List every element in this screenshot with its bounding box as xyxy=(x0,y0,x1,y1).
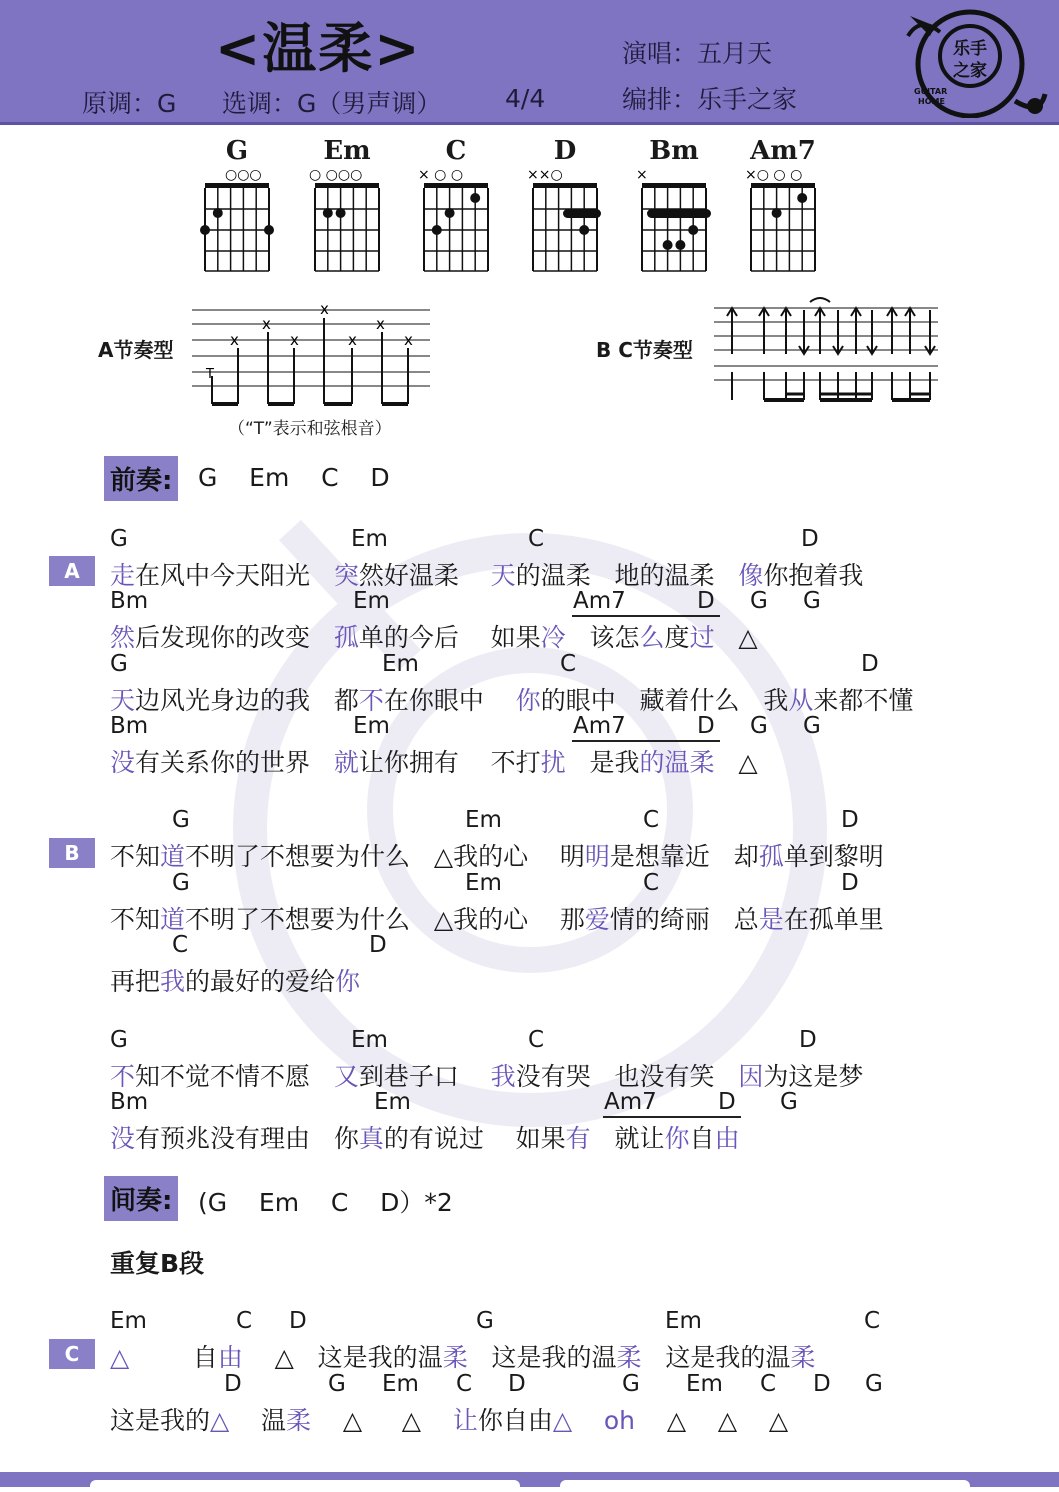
section-c-badge: C xyxy=(49,1339,95,1369)
chord-label: D xyxy=(289,1308,307,1334)
lyric-text: 来都不懂 xyxy=(813,686,914,715)
svg-text:x: x xyxy=(404,331,413,349)
lyric-text: 不知 xyxy=(110,842,161,871)
lyric-text: 有预兆没有理由 你 xyxy=(135,1124,359,1153)
underline-mark xyxy=(572,740,720,742)
intro-label: 前奏: xyxy=(104,456,178,501)
lyric-text: △ xyxy=(714,623,758,652)
chord-label: D xyxy=(697,713,715,739)
lyric-text: 后发现你的改变 xyxy=(135,623,334,652)
lyric-line xyxy=(110,1401,788,1433)
lyric-text: △ △ xyxy=(311,1406,453,1435)
chord-label: G xyxy=(172,807,190,833)
lyric-text: 在风中今天阳光 xyxy=(135,561,334,590)
chord-label: Em xyxy=(686,1371,723,1397)
lyric-text: 自 xyxy=(129,1343,218,1372)
lyric-text xyxy=(572,1406,604,1435)
rhythm-bc-label: B C节奏型 xyxy=(596,338,693,362)
chord-label: D xyxy=(841,870,859,896)
chord-label: Em xyxy=(351,526,388,552)
lyric-text: 有关系你的世界 xyxy=(135,748,334,777)
lyric-text: △ xyxy=(714,748,758,777)
chord-label: D xyxy=(718,1089,736,1115)
lyric-line xyxy=(110,1119,740,1151)
g-open-markers: ○○○ xyxy=(225,167,262,183)
underline-mark xyxy=(603,1116,741,1118)
rhythm-bc-pattern xyxy=(712,294,942,406)
chord-label: G xyxy=(172,870,190,896)
chord-label: G xyxy=(110,526,128,552)
lyric-highlight: 走 xyxy=(110,561,136,590)
lyric-highlight: 爱 xyxy=(584,905,610,934)
lyric-highlight: 过 xyxy=(689,623,715,652)
chord-label: G xyxy=(803,588,821,614)
chord-label: Em xyxy=(353,588,390,614)
lyric-highlight: 又 xyxy=(333,1062,359,1091)
chord-diagrams xyxy=(190,165,830,277)
chord-label: C xyxy=(236,1308,253,1334)
lyric-highlight: 柔 xyxy=(790,1343,816,1372)
lyric-line xyxy=(110,556,863,588)
chord-label: C xyxy=(172,932,189,958)
chord-label: G xyxy=(780,1089,798,1115)
chord-label: D xyxy=(224,1371,242,1397)
lyric-highlight: 柔 xyxy=(286,1406,312,1435)
svg-text:x: x xyxy=(320,300,329,318)
chord-label: G xyxy=(750,588,768,614)
chord-label: D xyxy=(369,932,387,958)
interlude-label: 间奏: xyxy=(104,1176,178,1221)
lyric-highlight: 像 xyxy=(738,561,764,590)
svg-text:○ ○○○: ○ ○○○ xyxy=(309,167,363,183)
lyric-text: 再把 xyxy=(110,967,161,996)
svg-text:GUITAR: GUITAR xyxy=(914,87,948,96)
lyric-text: 的有说过 如果 xyxy=(383,1124,566,1153)
svg-text:HOME: HOME xyxy=(918,97,945,106)
lyric-text: 就让 xyxy=(590,1124,665,1153)
chord-label: Am7 xyxy=(604,1089,657,1115)
lyric-line xyxy=(110,1057,863,1089)
chord-label: G xyxy=(110,1027,128,1053)
lyric-highlight: △ xyxy=(552,1406,573,1435)
root-note-caption: （“T”表示和弦根音） xyxy=(228,419,392,439)
chord-label: C xyxy=(864,1308,881,1334)
lyric-text: 这是我的 xyxy=(110,1406,211,1435)
chord-label: Bm xyxy=(110,1089,149,1115)
lyric-highlight: 道 xyxy=(160,842,186,871)
chord-label: Bm xyxy=(110,713,149,739)
svg-text:× ○ ○: × ○ ○ xyxy=(418,167,464,183)
lyric-text: 你自由 xyxy=(477,1406,553,1435)
lyric-highlight: 的温柔 xyxy=(639,748,715,777)
chord-label: Em xyxy=(110,1308,147,1334)
lyric-highlight: 从 xyxy=(788,686,814,715)
lyric-highlight: △ xyxy=(210,1406,230,1435)
lyric-highlight: 然 xyxy=(110,623,136,652)
chord-label: G xyxy=(110,651,128,677)
lyric-text: 你抱着我 xyxy=(763,561,864,590)
lyric-highlight: 孤 xyxy=(333,623,359,652)
lyric-highlight: 孤 xyxy=(758,842,784,871)
chord-label: Em xyxy=(465,807,502,833)
lyric-line xyxy=(110,1338,815,1370)
chord-label: C xyxy=(760,1371,777,1397)
chord-label: Em xyxy=(351,1027,388,1053)
selected-key: 选调：G（男声调） xyxy=(222,89,442,118)
lyric-highlight: 明 xyxy=(584,842,610,871)
time-signature: 4/4 xyxy=(505,84,546,113)
lyric-text: 温 xyxy=(229,1406,287,1435)
chord-label: D xyxy=(861,651,879,677)
chord-label: C xyxy=(643,870,660,896)
svg-text:×○ ○ ○: ×○ ○ ○ xyxy=(745,167,803,183)
chord-label: C xyxy=(528,1027,545,1053)
lyric-highlight: 冷 xyxy=(540,623,566,652)
lyric-text: 的温柔 地的温柔 xyxy=(515,561,739,590)
lyric-text: 知不觉不情不愿 xyxy=(135,1062,334,1091)
lyric-highlight: 就 xyxy=(333,748,359,777)
lyric-highlight: 由 xyxy=(714,1124,740,1153)
lyric-text: 在你眼中 xyxy=(383,686,516,715)
lyric-text: 该怎 xyxy=(565,623,640,652)
lyric-line xyxy=(110,962,360,994)
chord-name-am7: Am7 xyxy=(750,136,816,166)
chord-label: Em xyxy=(382,651,419,677)
chord-label: G xyxy=(803,713,821,739)
chord-label: G xyxy=(865,1371,883,1397)
lyric-line xyxy=(110,618,758,650)
svg-text:乐手: 乐手 xyxy=(953,39,987,59)
lyric-highlight: 突 xyxy=(333,561,359,590)
singer: 演唱：五月天 xyxy=(622,39,773,68)
lyric-text: 情的绮丽 总 xyxy=(609,905,759,934)
svg-text:x: x xyxy=(376,315,385,333)
lyric-highlight: 我 xyxy=(160,967,186,996)
chord-label: D xyxy=(841,807,859,833)
underline-mark xyxy=(572,615,720,617)
lyric-highlight: 由 xyxy=(217,1343,243,1372)
chord-name-em: Em xyxy=(323,136,371,166)
chord-label: Em xyxy=(353,713,390,739)
lyric-text: 在孤单里 xyxy=(783,905,884,934)
svg-text:x: x xyxy=(348,331,357,349)
lyric-line xyxy=(110,900,884,932)
lyric-highlight: oh xyxy=(603,1406,636,1435)
lyric-text: 到巷子口 xyxy=(358,1062,491,1091)
section-a-badge: A xyxy=(49,556,95,586)
svg-text:x: x xyxy=(230,331,239,349)
lyric-highlight: 扰 xyxy=(540,748,566,777)
chord-label: Am7 xyxy=(573,588,626,614)
chord-label: Am7 xyxy=(573,713,626,739)
lyric-text: 不明了不想要为什么 △我的心 明 xyxy=(185,842,585,871)
chord-label: Em xyxy=(374,1089,411,1115)
chord-name-d: D xyxy=(553,136,577,166)
footer-pill-right xyxy=(560,1480,970,1492)
lyric-highlight: 因 xyxy=(738,1062,764,1091)
chord-label: C xyxy=(560,651,577,677)
lyric-highlight: 你 xyxy=(515,686,541,715)
lyric-text: 单的今后 如果 xyxy=(358,623,541,652)
lyric-highlight: 有 xyxy=(565,1124,591,1153)
chord-label: Em xyxy=(665,1308,702,1334)
chord-label: D xyxy=(799,1027,817,1053)
svg-text:××○: ××○ xyxy=(527,167,563,183)
lyric-highlight: 真 xyxy=(358,1124,384,1153)
lyric-highlight: 天 xyxy=(110,686,136,715)
lyric-highlight: 么 xyxy=(639,623,665,652)
chord-name-g: G xyxy=(225,136,249,166)
lyric-highlight: 你 xyxy=(664,1124,690,1153)
lyric-line xyxy=(110,743,758,775)
lyric-text: 没有哭 也没有笑 xyxy=(515,1062,739,1091)
chord-label: C xyxy=(528,526,545,552)
lyric-text: 这是我的温 xyxy=(467,1343,617,1372)
lyric-text: 不知 xyxy=(110,905,161,934)
svg-text:×: × xyxy=(636,167,648,183)
lyric-highlight: 柔 xyxy=(442,1343,468,1372)
chord-label: G xyxy=(622,1371,640,1397)
interlude-chords: (G Em C D）*2 xyxy=(198,1188,453,1217)
chord-name-bm: Bm xyxy=(649,136,699,166)
svg-text:之家: 之家 xyxy=(953,61,987,81)
lyric-text: 让你拥有 不打 xyxy=(358,748,541,777)
lyric-text: 这是我的温 xyxy=(641,1343,791,1372)
lyric-highlight: 让 xyxy=(452,1406,478,1435)
lyric-highlight: 不 xyxy=(110,1062,136,1091)
arranger: 编排：乐手之家 xyxy=(622,85,798,114)
lyric-highlight: 柔 xyxy=(616,1343,642,1372)
svg-text:x: x xyxy=(262,315,271,333)
intro-chords: G Em C D xyxy=(198,463,390,492)
section-b-badge: B xyxy=(49,838,95,868)
lyric-highlight: 没 xyxy=(110,1124,136,1153)
chord-label: Em xyxy=(382,1371,419,1397)
guitar-home-logo xyxy=(890,6,1050,118)
root-note-mark: T xyxy=(206,367,214,382)
lyric-highlight: 我 xyxy=(490,1062,516,1091)
lyric-highlight: 不 xyxy=(358,686,384,715)
repeat-note: 重复B段 xyxy=(110,1249,205,1278)
song-title: <温柔> xyxy=(215,17,422,80)
original-key: 原调：G xyxy=(82,89,177,118)
lyric-highlight: 天 xyxy=(490,561,516,590)
lyric-text: △ △ △ xyxy=(635,1406,789,1435)
lyric-text: 度 xyxy=(664,623,690,652)
lyric-highlight: 道 xyxy=(160,905,186,934)
lyric-text: 的眼中 藏着什么 我 xyxy=(540,686,789,715)
header-bar xyxy=(0,0,1059,125)
lyric-text: 是想靠近 却 xyxy=(609,842,759,871)
lyric-highlight: 是 xyxy=(758,905,784,934)
chord-label: D xyxy=(801,526,819,552)
chord-label: G xyxy=(750,713,768,739)
rhythm-a-label: A节奏型 xyxy=(98,338,174,362)
chord-label: G xyxy=(476,1308,494,1334)
lyric-line xyxy=(110,681,913,713)
chord-label: D xyxy=(508,1371,526,1397)
lyric-text: 的最好的爱给 xyxy=(185,967,336,996)
lyric-highlight: 没 xyxy=(110,748,136,777)
chord-label: Em xyxy=(465,870,502,896)
chord-label: D xyxy=(813,1371,831,1397)
lyric-text: 单到黎明 xyxy=(783,842,884,871)
chord-label: Bm xyxy=(110,588,149,614)
rhythm-a-pattern xyxy=(190,298,435,410)
chord-label: D xyxy=(697,588,715,614)
chord-label: C xyxy=(643,807,660,833)
lyric-highlight: △ xyxy=(110,1343,130,1372)
lyric-text: 不明了不想要为什么 △我的心 那 xyxy=(185,905,585,934)
lyric-text: 然好温柔 xyxy=(358,561,491,590)
chord-label: C xyxy=(456,1371,473,1397)
lyric-text: 为这是梦 xyxy=(763,1062,864,1091)
chord-label: G xyxy=(328,1371,346,1397)
footer-pill-left xyxy=(90,1480,520,1492)
lyric-text: △ 这是我的温 xyxy=(242,1343,443,1372)
lyric-line xyxy=(110,837,884,869)
lyric-text: 自 xyxy=(689,1124,715,1153)
lyric-text: 边风光身边的我 都 xyxy=(135,686,359,715)
svg-text:x: x xyxy=(290,331,299,349)
lyric-highlight: 你 xyxy=(335,967,361,996)
lyric-text: 是我 xyxy=(565,748,640,777)
chord-name-c: C xyxy=(445,136,467,166)
